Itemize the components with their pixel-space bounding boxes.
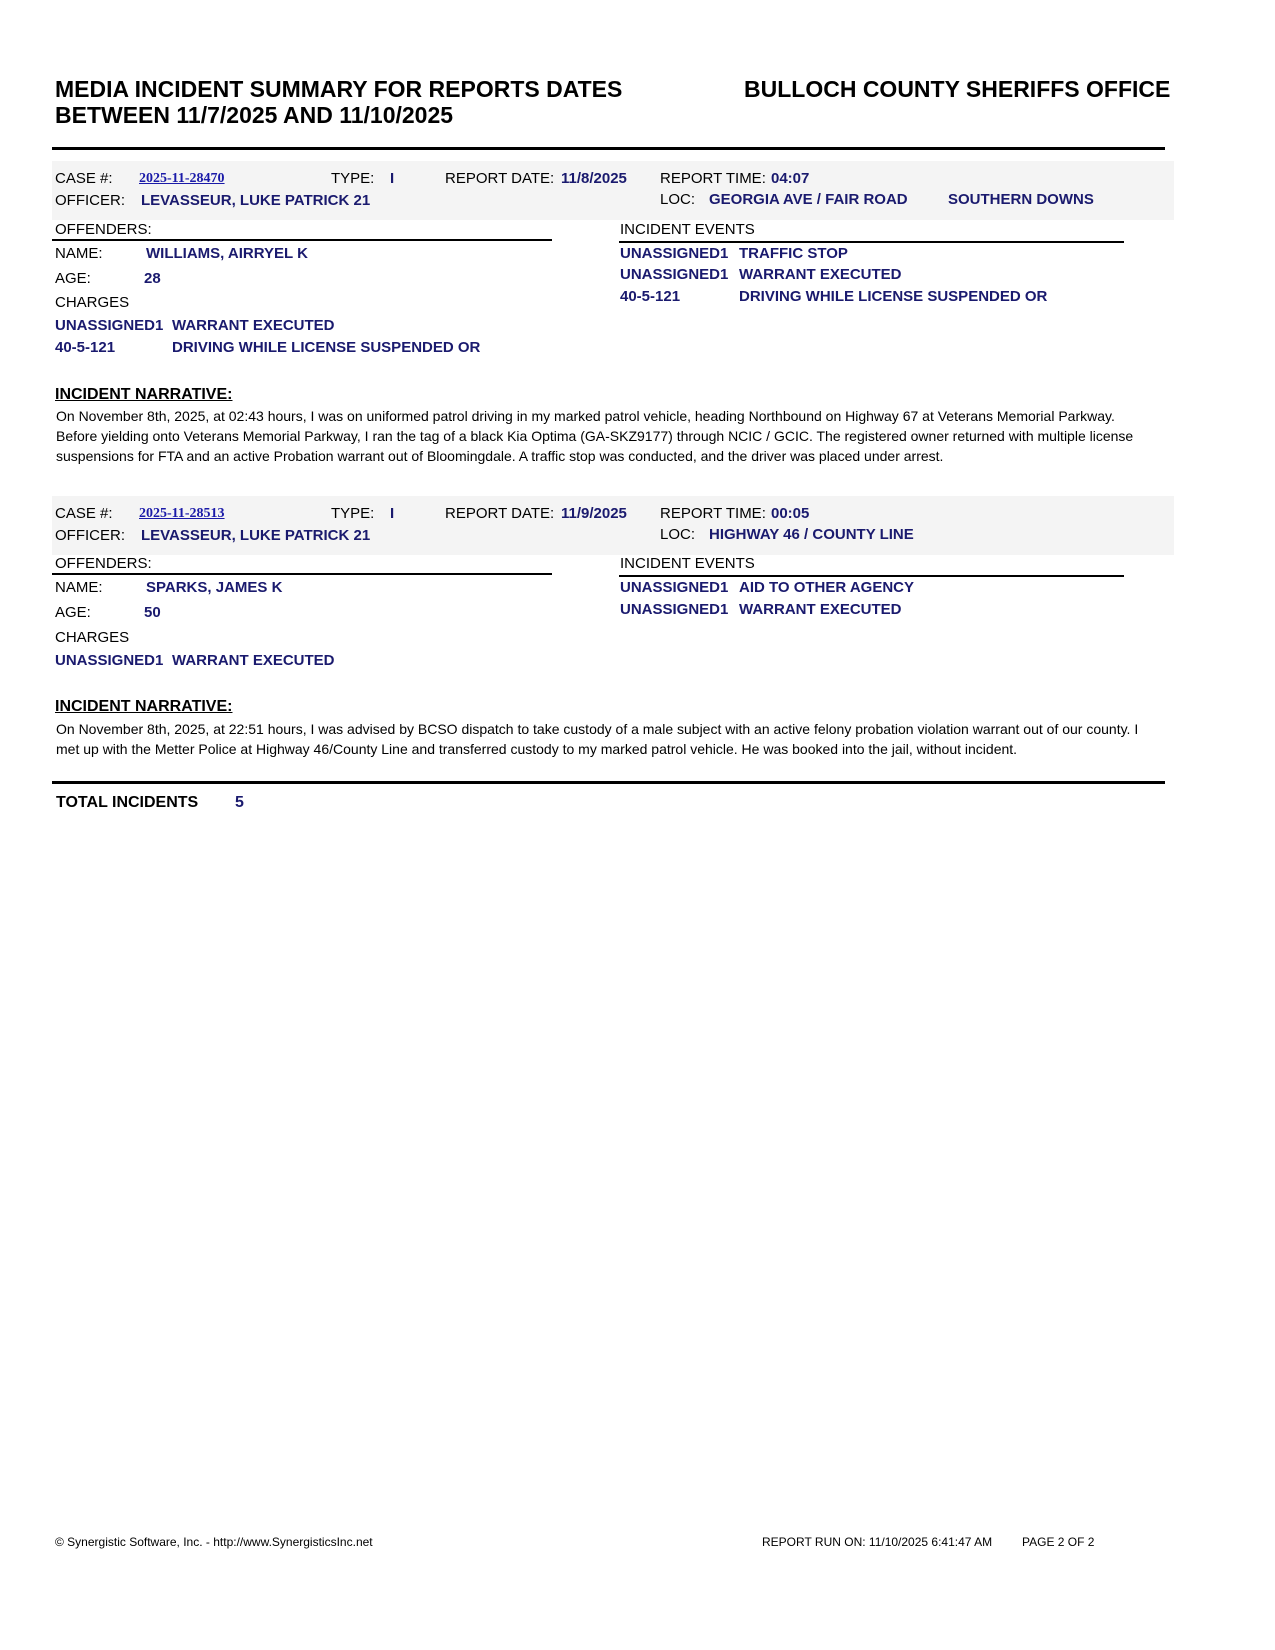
event-code: 40-5-121: [620, 288, 681, 305]
offenders-heading: OFFENDERS:: [55, 555, 152, 572]
charge-code: UNASSIGNED1: [55, 652, 164, 669]
header-divider: [52, 147, 1165, 150]
incident-narrative: On November 8th, 2025, at 02:43 hours, I was on uniformed patrol driving in my marked patrol vehicle, heading Northbound on Highway 67 at Veterans Memorial Parkway. Before yielding onto Veterans Memorial Parkway, I ran the tag of a black Kia Optima (GA-SKZ9177) through NCIC / GCIC. The registered owner returned with multiple license suspensions for FTA and an active Probation warrant out of Bloomingdale. A traffic stop was conducted, and the driver was placed under arrest.: [56, 408, 1134, 464]
case-label: CASE #:: [55, 170, 113, 187]
loc-value: HIGHWAY 46 / COUNTY LINE: [709, 526, 914, 543]
report-title-line2: BETWEEN 11/7/2025 AND 11/10/2025: [55, 102, 454, 128]
total-incidents-label: TOTAL INCIDENTS: [56, 794, 199, 811]
incident-events-heading: INCIDENT EVENTS: [620, 555, 755, 572]
event-description: AID TO OTHER AGENCY: [739, 579, 915, 596]
officer-label: OFFICER:: [55, 192, 125, 209]
totals-divider: [52, 781, 1165, 784]
charges-label: CHARGES: [55, 629, 130, 646]
type-value: I: [390, 170, 395, 187]
charge-description: WARRANT EXECUTED: [172, 652, 335, 669]
offenders-underline: [52, 239, 552, 241]
footer-report-run: REPORT RUN ON: 11/10/2025 6:41:47 AM: [762, 1535, 993, 1549]
report-time-value: 04:07: [771, 170, 810, 187]
offender-age-value: 28: [144, 270, 161, 287]
narrative-heading: INCIDENT NARRATIVE:: [55, 386, 233, 403]
charge-description: WARRANT EXECUTED: [172, 317, 335, 334]
incident-narrative: On November 8th, 2025, at 22:51 hours, I was advised by BCSO dispatch to take custody of a male subject with an active felony probation violation warrant out of our county. I met up with the Metter Police at Highway 46/County Line and transferred custody to my marked patrol vehicle. He was booked into the jail, without incident.: [56, 721, 1139, 757]
report-date-label: REPORT DATE:: [445, 170, 555, 187]
agency-name: BULLOCH COUNTY SHERIFFS OFFICE: [744, 76, 1171, 102]
narrative-heading: INCIDENT NARRATIVE:: [55, 698, 233, 715]
charges-label: CHARGES: [55, 294, 130, 311]
charge-code: UNASSIGNED1: [55, 317, 164, 334]
incident-events-underline: [619, 241, 1124, 243]
offender-name-value: SPARKS, JAMES K: [146, 579, 283, 596]
loc-value: GEORGIA AVE / FAIR ROAD: [709, 191, 908, 208]
officer-label: OFFICER:: [55, 527, 125, 544]
charge-code: 40-5-121: [55, 339, 116, 356]
offenders-underline: [52, 573, 552, 575]
event-code: UNASSIGNED1: [620, 266, 729, 283]
offender-name-value: WILLIAMS, AIRRYEL K: [146, 245, 308, 262]
event-code: UNASSIGNED1: [620, 245, 729, 262]
type-value: I: [390, 505, 395, 522]
offender-name-label: NAME:: [55, 245, 103, 262]
type-label: TYPE:: [331, 170, 375, 187]
footer-page-number: PAGE 2 OF 2: [1022, 1535, 1095, 1549]
report-date-value: 11/8/2025: [561, 170, 627, 187]
offender-name-label: NAME:: [55, 579, 103, 596]
case-number-link[interactable]: 2025-11-28513: [139, 506, 225, 521]
offenders-heading: OFFENDERS:: [55, 221, 152, 238]
footer-copyright: © Synergistic Software, Inc. - http://www.SynergisticsInc.net: [55, 1535, 373, 1549]
loc-label: LOC:: [660, 191, 696, 208]
event-description: DRIVING WHILE LICENSE SUSPENDED OR: [739, 288, 1048, 305]
event-description: TRAFFIC STOP: [739, 245, 848, 262]
case-label: CASE #:: [55, 505, 113, 522]
case-number-link[interactable]: 2025-11-28470: [139, 171, 225, 186]
offender-age-value: 50: [144, 604, 161, 621]
type-label: TYPE:: [331, 505, 375, 522]
offender-age-label: AGE:: [55, 604, 91, 621]
event-description: WARRANT EXECUTED: [739, 601, 902, 618]
report-time-label: REPORT TIME:: [660, 170, 766, 187]
officer-value: LEVASSEUR, LUKE PATRICK 21: [141, 192, 371, 209]
report-date-value: 11/9/2025: [561, 505, 627, 522]
loc-label: LOC:: [660, 526, 696, 543]
offender-age-label: AGE:: [55, 270, 91, 287]
incident-events-heading: INCIDENT EVENTS: [620, 221, 755, 238]
report-time-value: 00:05: [771, 505, 810, 522]
report-title-line1: MEDIA INCIDENT SUMMARY FOR REPORTS DATES: [55, 76, 623, 102]
total-incidents-value: 5: [235, 794, 244, 811]
area-value: SOUTHERN DOWNS: [948, 191, 1094, 208]
event-code: UNASSIGNED1: [620, 601, 729, 618]
event-code: UNASSIGNED1: [620, 579, 729, 596]
report-date-label: REPORT DATE:: [445, 505, 555, 522]
report-time-label: REPORT TIME:: [660, 505, 766, 522]
officer-value: LEVASSEUR, LUKE PATRICK 21: [141, 527, 371, 544]
incident-events-underline: [619, 575, 1124, 577]
event-description: WARRANT EXECUTED: [739, 266, 902, 283]
charge-description: DRIVING WHILE LICENSE SUSPENDED OR: [172, 339, 481, 356]
